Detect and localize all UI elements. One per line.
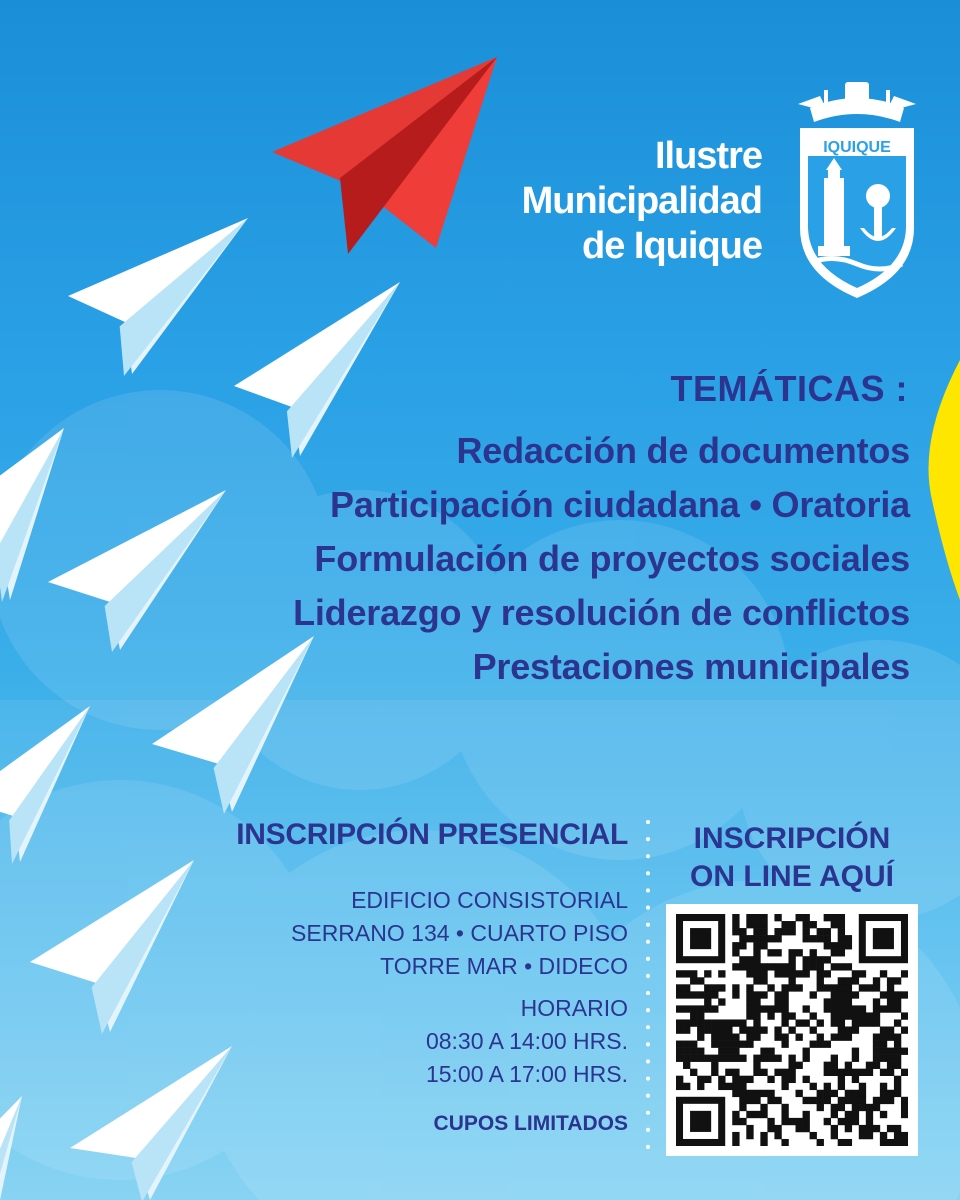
address-line: EDIFICIO CONSISTORIAL xyxy=(351,887,628,913)
tematicas-list xyxy=(293,424,910,694)
address-line: TORRE MAR • DIDECO xyxy=(380,953,628,979)
online-title-line: INSCRIPCIÓN xyxy=(693,822,891,855)
org-name-line: Ilustre xyxy=(654,135,762,177)
yellow-accent-shape xyxy=(929,360,960,600)
address-line: SERRANO 134 • CUARTO PISO xyxy=(291,920,628,946)
tematicas-title: TEMÁTICAS : xyxy=(670,368,908,409)
tematica-item: Prestaciones municipales xyxy=(472,646,910,687)
qr-finder-pattern xyxy=(690,1111,711,1132)
tematica-item: Liderazgo y resolución de conflictos xyxy=(293,592,910,633)
crest-label: IQUIQUE xyxy=(823,139,891,156)
address-block xyxy=(291,884,628,983)
tematica-item: Participación ciudadana • Oratoria xyxy=(330,484,910,525)
iquique-coat-of-arms-icon xyxy=(790,78,924,302)
inscripcion-online-title xyxy=(664,820,920,896)
tematica-item: Redacción de documentos xyxy=(456,430,910,471)
qr-finder-pattern xyxy=(690,928,711,949)
online-title-line: ON LINE AQUÍ xyxy=(690,860,894,893)
org-name-line: de Iquique xyxy=(582,225,762,267)
org-name xyxy=(522,134,762,269)
qr-finder-pattern xyxy=(873,928,894,949)
org-name-line: Municipalidad xyxy=(521,180,762,222)
horario-line: 08:30 A 14:00 HRS. xyxy=(425,1028,628,1054)
qr-code-pattern xyxy=(676,914,908,1146)
horario-line: 15:00 A 17:00 HRS. xyxy=(425,1061,628,1087)
qr-code-icon[interactable] xyxy=(666,904,918,1156)
horario-block xyxy=(426,992,628,1091)
red-paper-plane-icon xyxy=(272,57,497,254)
inscripcion-presencial-title: INSCRIPCIÓN PRESENCIAL xyxy=(236,818,628,851)
horario-line: HORARIO xyxy=(520,995,628,1021)
cupos-limitados: CUPOS LIMITADOS xyxy=(433,1112,628,1135)
dotted-divider xyxy=(644,820,652,1160)
tematica-item: Formulación de proyectos sociales xyxy=(314,538,910,579)
